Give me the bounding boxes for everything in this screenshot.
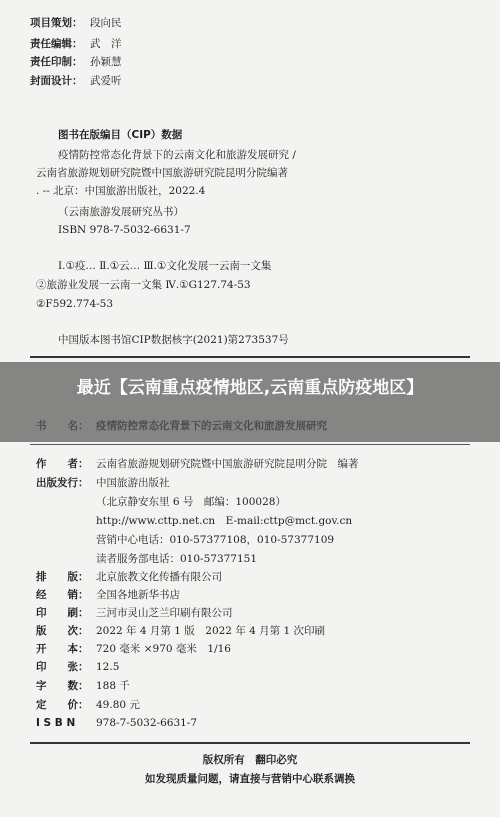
credit-value: 武爱听 [90,75,122,87]
spec-label: 版 次： [36,625,89,637]
title-overlay-band [0,362,500,442]
spec-label: 开 本： [36,643,89,655]
credit-label: 责任印制： [30,56,83,68]
credit-value: 孙颖慧 [90,56,122,68]
cip-heading: 图书在版编目（CIP）数据 [58,129,183,141]
credit-cover [30,74,122,88]
spec-word-count [36,679,130,693]
cip-line: 云南省旅游规划研究院暨中国旅游研究院昆明分院编著 [36,167,288,179]
cip-class-line: ②旅游业发展一云南一文集 Ⅳ.①G127.74-53 [36,279,251,291]
spec-label: 印 张： [36,661,89,673]
cip-line: （云南旅游发展研究丛书） [58,206,184,218]
divider [30,742,470,744]
spec-price [36,698,140,712]
cip-line: 疫情防控常态化背景下的云南文化和旅游发展研究 / [58,149,296,161]
detail-value: 中国旅游出版社 [96,477,170,489]
spec-value: 北京旅教文化传播有限公司 [96,571,222,583]
spec-value: 2022 年 4 月第 1 版 2022 年 4 月第 1 次印刷 [96,625,326,637]
divider [30,356,470,358]
credit-label: 封面设计： [30,75,83,87]
spec-label: 印 刷： [36,607,89,619]
quality-notice: 如发现质量问题，请直接与营销中心联系调换 [145,773,355,785]
detail-publisher [36,476,170,490]
credit-label: 项目策划： [30,17,83,29]
publisher-sales-phone: 营销中心电话：010-57377108，010-57377109 [96,534,335,546]
credit-printing [30,55,122,69]
spec-sheets [36,660,119,674]
spec-label: I S B N [36,717,86,729]
divider [30,444,470,445]
cip-line: ISBN 978-7-5032-6631-7 [58,224,191,236]
cip-class-line: ②F592.774-53 [36,298,114,310]
cip-class-line: Ⅰ.①疫… Ⅱ.①云… Ⅲ.①文化发展一云南一文集 [58,260,272,272]
credit-planning [30,16,122,30]
copyright-notice: 版权所有 翻印必究 [202,754,298,766]
publisher-web: http://www.cttp.net.cn E-mail:cttp@mct.gov.cn [96,515,353,527]
spec-value: 188 千 [96,680,130,692]
spec-label: 经 销： [36,589,89,601]
spec-value: 720 毫米 ×970 毫米 1/16 [96,643,231,655]
credit-editor [30,37,122,51]
publisher-service-phone: 读者服务部电话：010-57377151 [96,553,258,565]
spec-edition [36,624,325,638]
spec-typesetting [36,570,222,584]
spec-label: 排 版： [36,571,89,583]
spec-value: 全国各地新华书店 [96,589,180,601]
overlay-title: 最近【云南重点疫情地区,云南重点防疫地区】 [76,378,424,398]
cip-line: . -- 北京：中国旅游出版社，2022.4 [36,185,206,197]
spec-value: 12.5 [96,661,120,673]
detail-label: 出版发行： [36,477,89,489]
spec-isbn [36,716,197,730]
cip-number: 中国版本图书馆CIP数据核字(2021)第273537号 [58,334,289,346]
spec-distribution [36,588,180,602]
spec-value: 978-7-5032-6631-7 [96,717,198,729]
spec-label: 字 数： [36,680,89,692]
detail-value: 云南省旅游规划研究院暨中国旅游研究院昆明分院 编著 [96,458,359,470]
credit-value: 武 洋 [90,38,122,50]
spec-format [36,642,231,656]
detail-author [36,457,359,471]
spec-value: 三河市灵山芝兰印刷有限公司 [96,607,233,619]
spec-printer [36,606,233,620]
spec-value: 49.80 元 [96,699,140,711]
detail-label: 作 者： [36,458,89,470]
publisher-address: （北京静安东里 6 号 邮编：100028） [96,496,286,508]
credit-label: 责任编辑： [30,38,83,50]
credit-value: 段向民 [90,17,122,29]
spec-label: 定 价： [36,699,89,711]
